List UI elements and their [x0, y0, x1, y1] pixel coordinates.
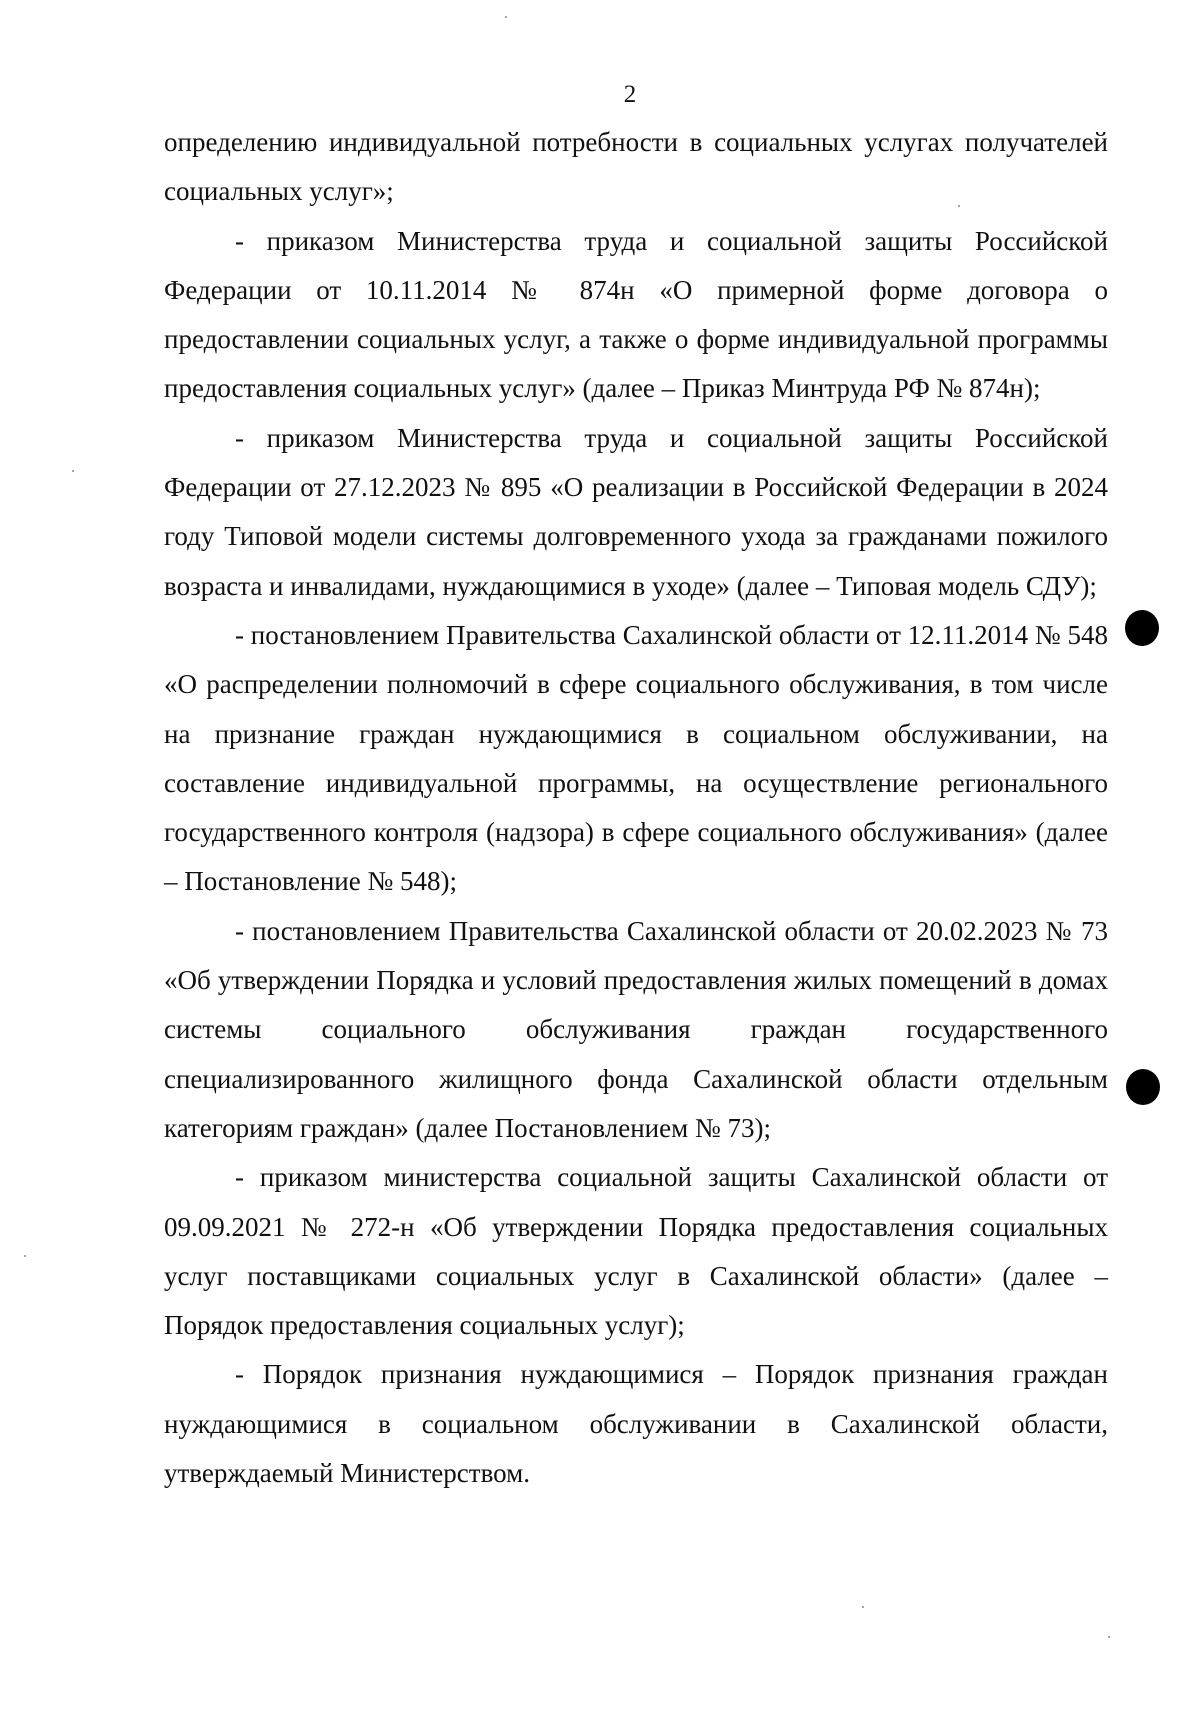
punch-hole-mark — [1126, 1069, 1160, 1105]
paragraph-order-895: - приказом Министерства труда и социальной защиты Российской Федерации от 27.12.2023 № 895 «О реализации в Российской Федерации в 2024 году Типовой модели системы долговременного ухода за гражданами пожилого возраста и инвалидами, нуждающимися в уходе» (далее – Типовая модель СДУ); — [164, 422, 1108, 601]
paragraph-order-272n: - приказом министерства социальной защиты Сахалинской области от 09.09.2021 № 272-н «Об утверждении Порядка предоставления социальных услуг поставщиками социальных услуг в Сахалинской области» (далее – Порядок предоставления социальных услуг); — [164, 1162, 1108, 1341]
scan-speck — [958, 205, 960, 207]
paragraph-continuation: определению индивидуальной потребности в социальных услугах получателей социальных услуг»; — [164, 127, 1108, 207]
paragraph-resolution-548: - постановлением Правительства Сахалинской области от 12.11.2014 № 548 «О распределении полномочий в сфере социального обслуживания, в том числе на признание граждан нуждающимися в социальном обслуживании, на составление индивидуальной программы, на осуществление регионального государственного контроля (надзора) в сфере социального обслуживания» (далее – Постановление № 548); — [164, 619, 1108, 897]
scan-speck — [24, 1255, 26, 1257]
paragraph-order-874n: - приказом Министерства труда и социальной защиты Российской Федерации от 10.11.2014 № 874н «О примерной форме договора о предоставлении социальных услуг, а также о форме индивидуальной программы предоставления социальных услуг» (далее – Приказ Минтруда РФ № 874н); — [164, 225, 1108, 404]
scan-speck — [1108, 1636, 1110, 1638]
scan-speck — [862, 1606, 864, 1608]
punch-hole-mark — [1125, 610, 1159, 646]
scan-speck — [505, 16, 507, 18]
paragraph-recognition-procedure: - Порядок признания нуждающимися – Порядок признания граждан нуждающимися в социальном обслуживании в Сахалинской области, утверждаемый Министерством. — [164, 1359, 1108, 1489]
page-number: 2 — [623, 81, 637, 108]
paragraph-resolution-73: - постановлением Правительства Сахалинской области от 20.02.2023 № 73 «Об утверждении Порядка и условий предоставления жилых помещений в домах системы социального обслуживания граждан государственного специализированного жилищного фонда Сахалинской области отдельным категориям граждан» (далее Постановлением № 73); — [164, 915, 1108, 1143]
document-body — [164, 118, 1108, 1498]
scan-speck — [72, 470, 74, 472]
